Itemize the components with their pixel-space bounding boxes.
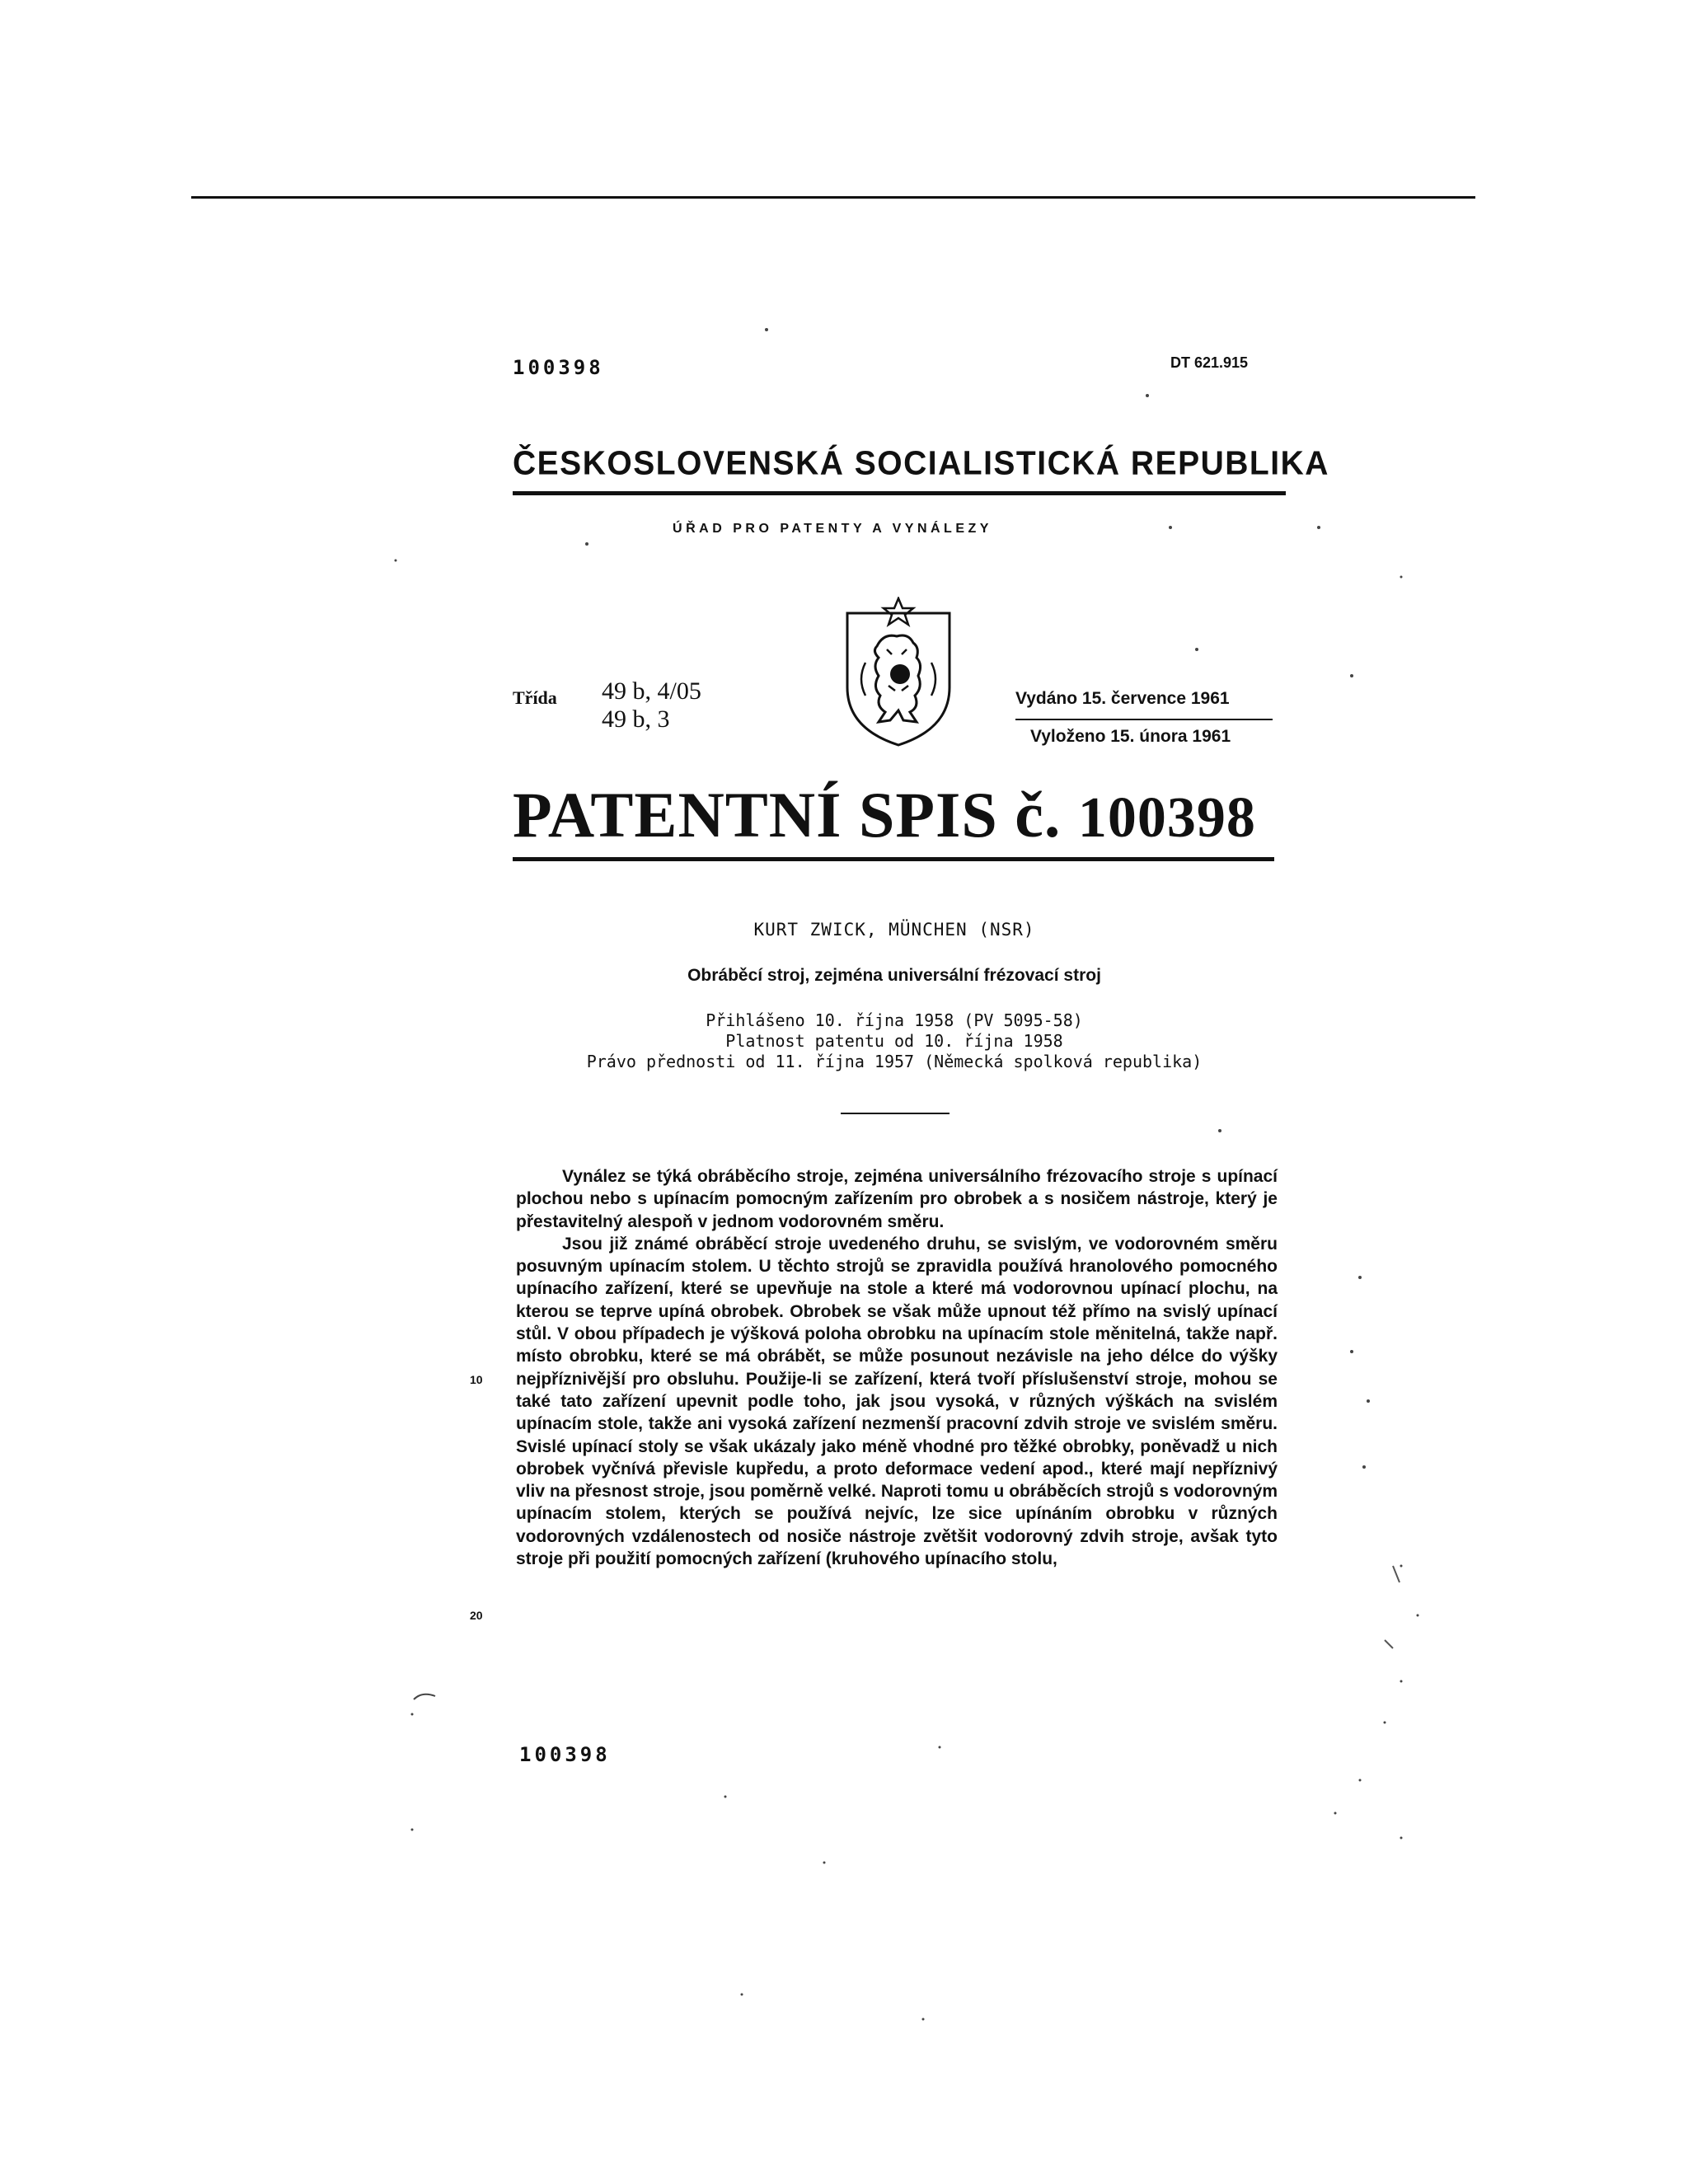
filing-line: Platnost patentu od 10. října 1958: [725, 1031, 1063, 1051]
doc-number-bottom: 100398: [519, 1743, 611, 1766]
doc-number-top: 100398: [513, 356, 604, 379]
issued-date: Vydáno 15. července 1961: [1015, 689, 1230, 708]
patent-title-number: 100398: [1077, 786, 1256, 850]
body-paragraph: Vynález se týká obráběcího stroje, zejména universálního frézovacího stroje s upínací plochou nebo s upínacím pomocným zařízením pro obrobek a s nosičem nástroje, který je přestavitelný alespoň v jednom vodorovném směru.: [516, 1167, 1278, 1231]
class-values: [602, 677, 701, 733]
title-rule: [513, 857, 1274, 861]
patent-title-prefix: PATENTNÍ SPIS č.: [513, 779, 1062, 851]
dates-rule: [1015, 719, 1273, 720]
laid-out-date: Vyloženo 15. února 1961: [1030, 727, 1231, 746]
class-value-line: 49 b, 3: [602, 705, 670, 733]
class-label: Třída: [513, 687, 557, 708]
state-emblem-icon: [841, 597, 956, 750]
inventor: KURT ZWICK, MÜNCHEN (NSR): [753, 920, 1035, 940]
patent-title: [513, 778, 1256, 855]
office-heading: ÚŘAD PRO PATENTY A VYNÁLEZY: [673, 522, 992, 536]
invention-title: Obráběcí stroj, zejména universální frézovací stroj: [687, 966, 1101, 985]
republic-rule: [513, 491, 1286, 495]
udc-classification: DT 621.915: [1170, 354, 1249, 371]
separator-rule: [841, 1113, 950, 1114]
top-rule: [191, 196, 1475, 199]
filing-details: [511, 1010, 1278, 1072]
body-paragraph: Jsou již známé obráběcí stroje uvedeného druhu, se svislým, ve vodorovném směru posuvným upínacím stolem. U těchto strojů se zpravidla používá hranolového pomocného upínacího zařízení, které se upevňuje na stole a které má vodorovnou upínací plochu, na kterou se teprve upíná obrobek. Obrobek se však může upnout též přímo na svislý upínací stůl. V obou případech je výšková poloha obrobku na upínacím stole měnitelná, takže např. místo obrobku, které se má obrábět, se může posunout nezávisle na jeho délce do výšky nejpříznivější pro obsluhu. Použije-li se zařízení, která tvoří příslušenství stroje, mohou se také tato zařízení upevnit podle toho, jak jsou vysoká, v různých výškách na svislém upínacím stole, takže ani vysoká zařízení nezmenší pracovní zdvih stroje ve svislém směru. Svislé upínací stoly se však ukázaly jako méně vhodné pro těžké obrobky, poněvadž u nich obrobek vyčnívá převisle kupředu, a proto deformace vedení apod., které mají nepříznivý vliv na přesnost stroje, jsou poměrně velké. Naproti tomu u obráběcích strojů s vodorovným upínacím stolem, kterých se používá nejvíc, lze sice upínáním obrobku v různých vodorovných vzdálenostech od nosiče nástroje zvětšit vodorovný zdvih stroje, avšak tyto stroje při použití pomocných zařízení (kruhového upínacího stolu,: [516, 1234, 1278, 1569]
republic-heading: ČESKOSLOVENSKÁ SOCIALISTICKÁ REPUBLIKA: [513, 445, 1329, 483]
filing-line: Přihlášeno 10. října 1958 (PV 5095-58): [706, 1010, 1083, 1030]
line-number: 20: [470, 1609, 483, 1622]
body-text: [516, 1165, 1278, 1570]
line-number: 10: [470, 1373, 483, 1386]
filing-line: Právo přednosti od 11. října 1957 (Německá spolková republika): [586, 1052, 1203, 1071]
class-value-line: 49 b, 4/05: [602, 677, 701, 705]
